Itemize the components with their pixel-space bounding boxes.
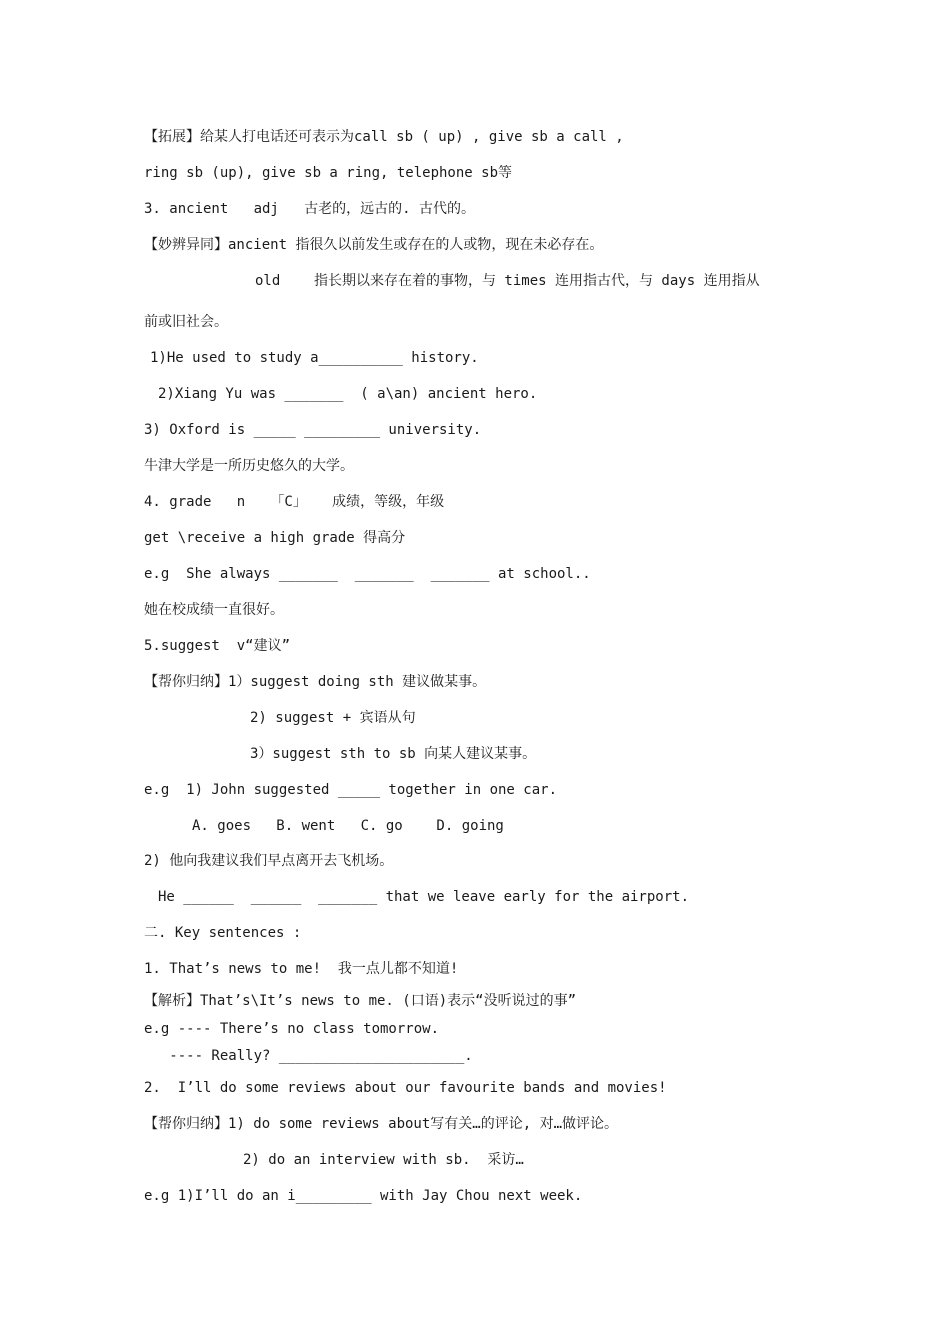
text-line: ring sb (up), give sb a ring, telephone sb等 xyxy=(144,165,513,181)
text-line: 3. ancient adj 古老的，远古的. 古代的。 xyxy=(144,201,476,217)
text-line: 4. grade n 「C」 成绩，等级，年级 xyxy=(144,494,445,510)
text-line: 二. Key sentences : xyxy=(144,925,302,941)
text-line: 5.suggest v“建议” xyxy=(144,638,291,654)
text-line: 【拓展】给某人打电话还可表示为call sb ( up) , give sb a call , xyxy=(144,129,624,145)
text-line: 2)Xiang Yu was _______ ( a\an) ancient hero. xyxy=(158,386,538,402)
text-line: He ______ ______ _______ that we leave early for the airport. xyxy=(158,889,690,905)
text-line: 3）suggest sth to sb 向某人建议某事。 xyxy=(250,746,537,762)
text-line: e.g 1)I’ll do an i_________ with Jay Chou next week. xyxy=(144,1188,583,1204)
text-line: old 指长期以来存在着的事物，与 times 连用指古代，与 days 连用指从 xyxy=(255,273,760,289)
text-line: 2) 他向我建议我们早点离开去飞机场。 xyxy=(144,853,394,869)
text-line: e.g ---- There’s no class tomorrow. xyxy=(144,1021,440,1037)
text-line: 【帮你归纳】1）suggest doing sth 建议做某事。 xyxy=(144,674,487,690)
text-line: 【解析】That’s\It’s news to me. (口语)表示“没听说过的事” xyxy=(144,993,577,1009)
text-line: 3) Oxford is _____ _________ university. xyxy=(144,422,482,438)
text-line: e.g 1) John suggested _____ together in one car. xyxy=(144,782,558,798)
text-line: A. goes B. went C. go D. going xyxy=(192,818,504,834)
text-line: 前或旧社会。 xyxy=(144,314,228,330)
text-line: get \receive a high grade 得高分 xyxy=(144,530,406,546)
text-line: 她在校成绩一直很好。 xyxy=(144,602,284,618)
text-line: 2) do an interview with sb. 采访… xyxy=(243,1152,524,1168)
text-line: e.g She always _______ _______ _______ at school.. xyxy=(144,566,591,582)
text-line: 1)He used to study a__________ history. xyxy=(150,350,479,366)
text-line: 2. I’ll do some reviews about our favourite bands and movies! xyxy=(144,1080,667,1096)
text-line: 【帮你归纳】1) do some reviews about写有关…的评论, 对…做评论。 xyxy=(144,1116,619,1132)
text-line: 1. That’s news to me! 我一点儿都不知道! xyxy=(144,961,459,977)
text-line: ---- Really? ______________________. xyxy=(144,1048,473,1064)
text-line: 2) suggest + 宾语从句 xyxy=(250,710,416,726)
text-line: 牛津大学是一所历史悠久的大学。 xyxy=(144,458,354,474)
text-line: 【妙辨异同】ancient 指很久以前发生或存在的人或物，现在未必存在。 xyxy=(144,237,604,253)
